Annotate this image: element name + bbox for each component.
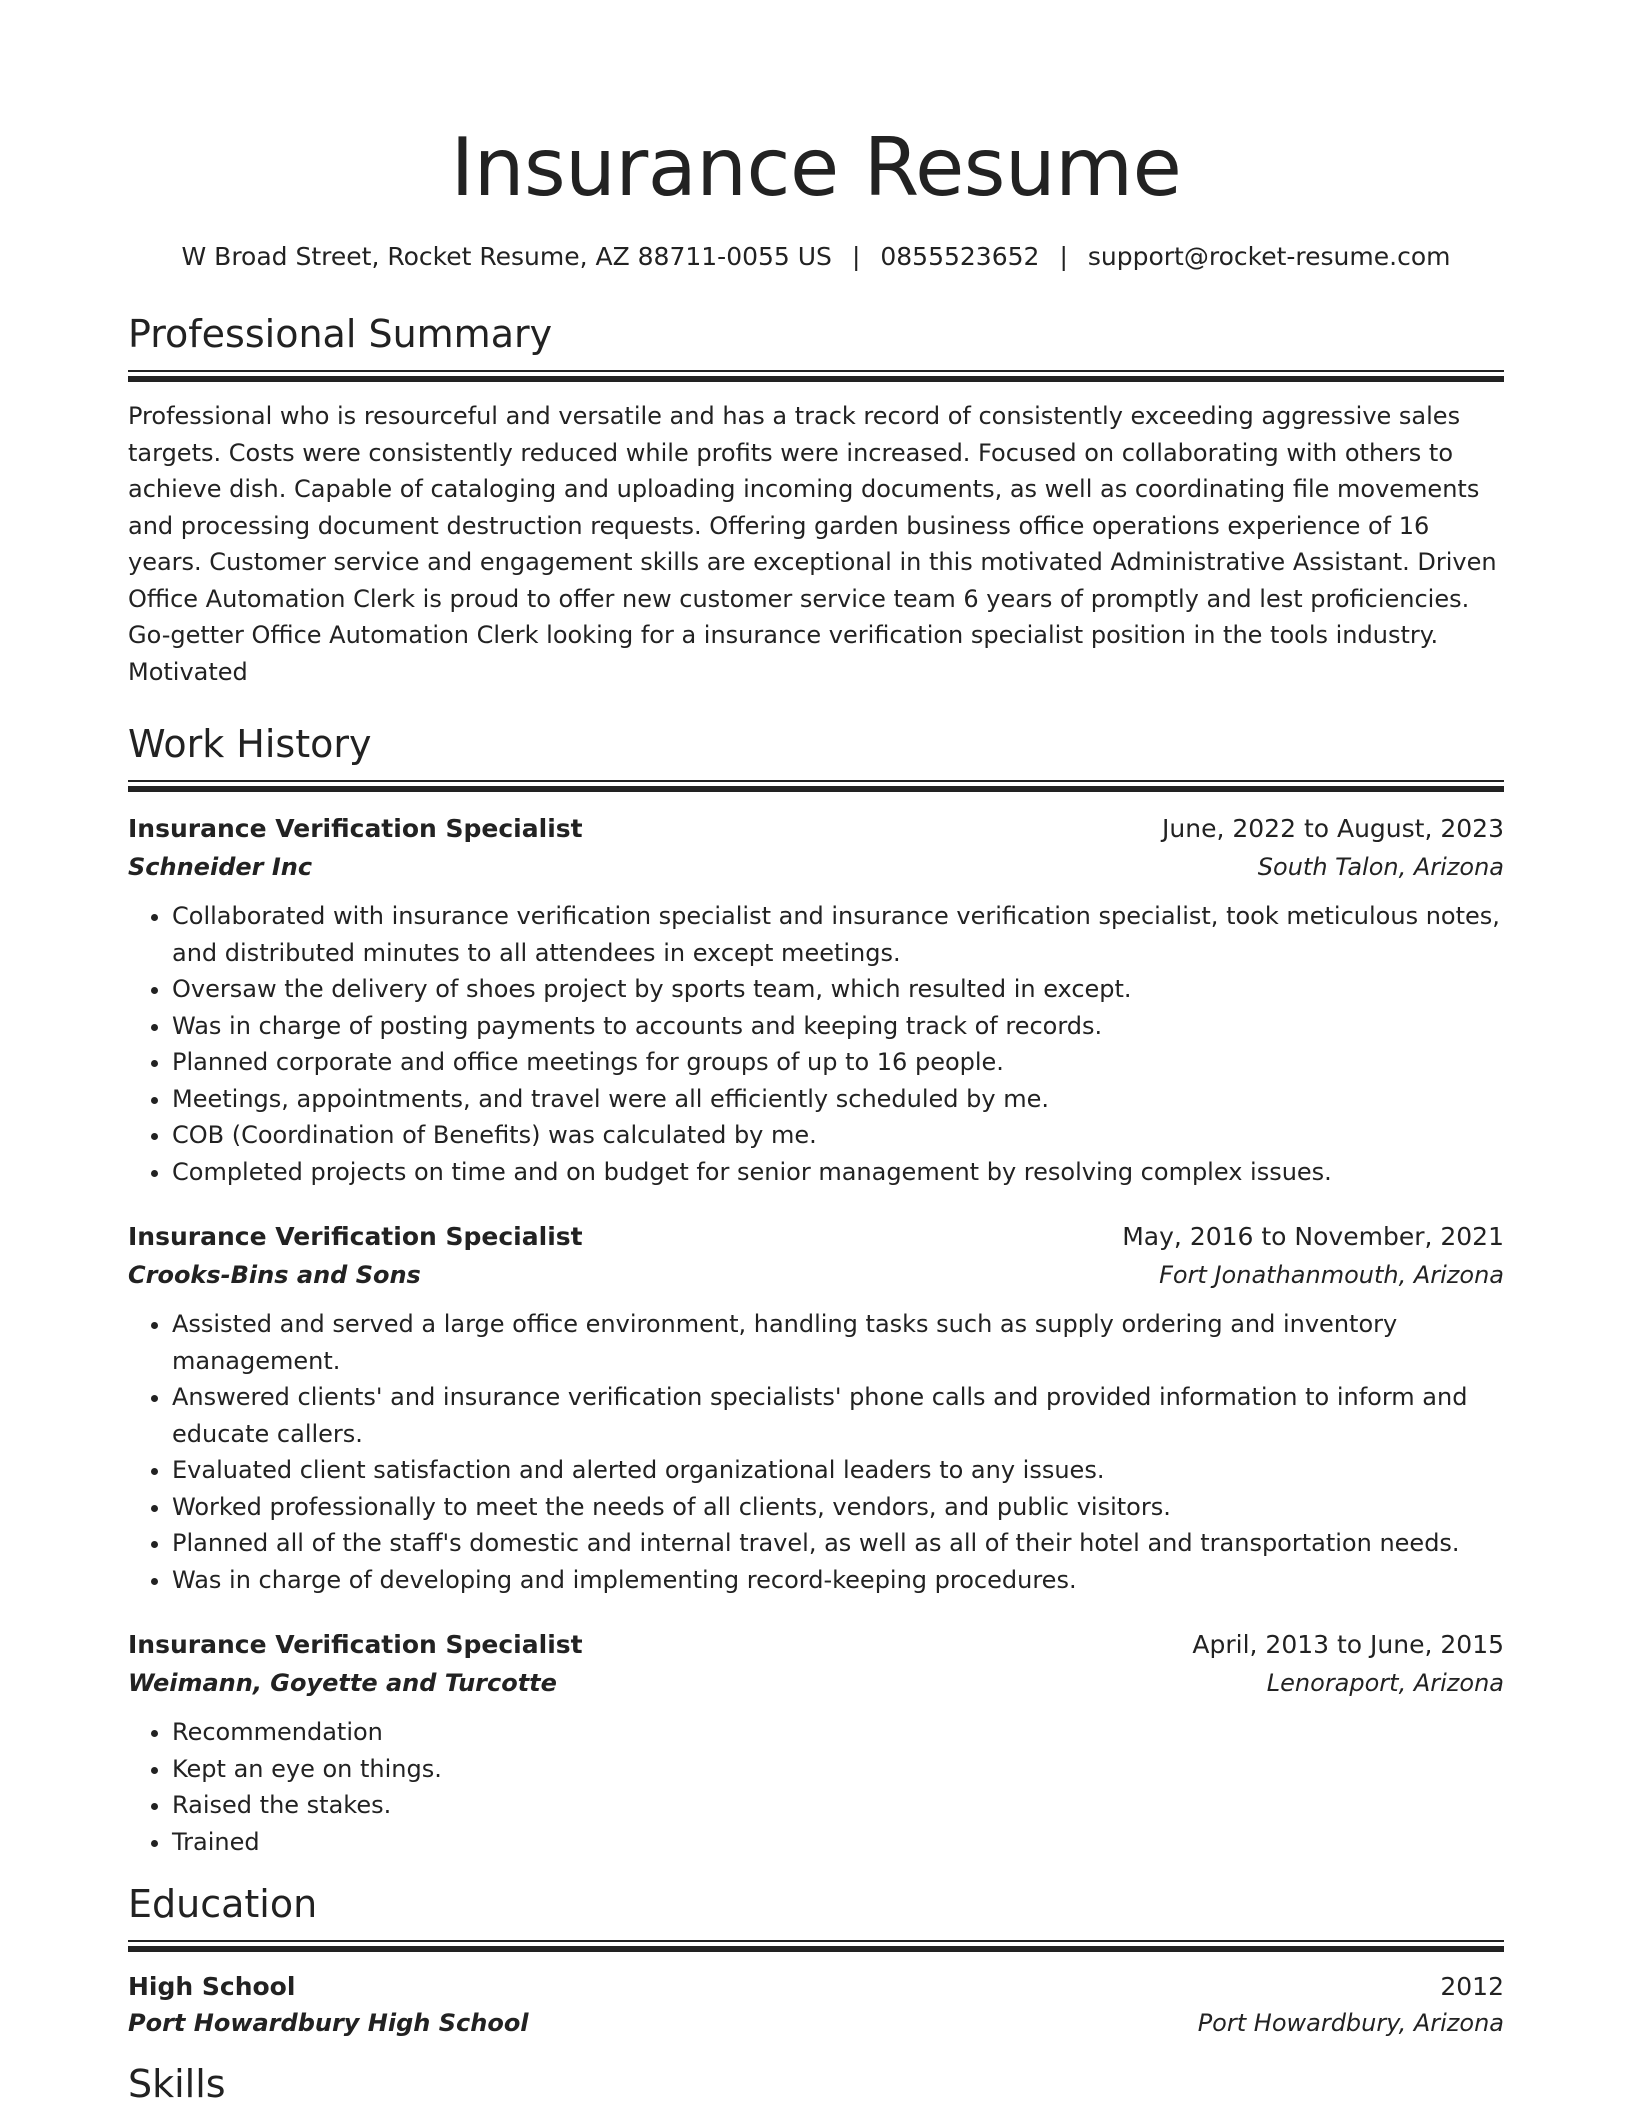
- contact-separator: |: [1059, 242, 1068, 271]
- job-bullet: • Worked professionally to meet the needs of all clients, vendors, and public visitors.: [172, 1489, 1504, 1526]
- contact-line: [128, 240, 1504, 274]
- contact-phone: 0855523652: [880, 242, 1040, 271]
- education-location: Port Howardbury, Arizona: [1197, 2009, 1504, 2037]
- job-dates: April, 2013 to June, 2015: [1192, 1630, 1504, 1659]
- job-bullets: [128, 1306, 1504, 1598]
- job-bullet: • COB (Coordination of Benefits) was calculated by me.: [172, 1117, 1504, 1154]
- job-bullets: [128, 898, 1504, 1190]
- job-bullet: • Was in charge of developing and implementing record-keeping procedures.: [172, 1562, 1504, 1599]
- job-bullet: • Raised the stakes.: [172, 1787, 1504, 1824]
- job-location: Fort Jonathanmouth, Arizona: [1159, 1261, 1504, 1289]
- job-entry: [128, 810, 1504, 1190]
- contact-email: support@rocket-resume.com: [1087, 242, 1451, 271]
- summary-section: [128, 310, 1504, 690]
- job-location: South Talon, Arizona: [1257, 853, 1504, 881]
- job-bullet: • Was in charge of posting payments to accounts and keeping track of records.: [172, 1008, 1504, 1045]
- summary-title: Professional Summary: [128, 312, 553, 356]
- education-degree: High School: [128, 1972, 296, 2001]
- contact-address: W Broad Street, Rocket Resume, AZ 88711-0055 US: [181, 242, 832, 271]
- job-bullet: • Answered clients' and insurance verification specialists' phone calls and provided information to inform and educate callers.: [172, 1379, 1504, 1452]
- job-company: Weimann, Goyette and Turcotte: [128, 1669, 557, 1697]
- job-bullet: • Oversaw the delivery of shoes project by sports team, which resulted in except.: [172, 971, 1504, 1008]
- job-bullet: • Evaluated client satisfaction and alerted organizational leaders to any issues.: [172, 1452, 1504, 1489]
- education-year: 2012: [1440, 1972, 1504, 2001]
- job-bullet: • Kept an eye on things.: [172, 1751, 1504, 1788]
- section-divider: [128, 1940, 1504, 1952]
- work-history-title: Work History: [128, 722, 372, 766]
- job-location: Lenoraport, Arizona: [1266, 1669, 1504, 1697]
- job-title: Insurance Verification Specialist: [128, 814, 583, 843]
- skills-section: [128, 2060, 1504, 2108]
- work-history-section: [128, 720, 1504, 1860]
- skills-title: Skills: [128, 2062, 226, 2106]
- summary-text: Professional who is resourceful and versatile and has a track record of consistently exceeding aggressive sales targets. Costs were consistently reduced while profits were increased. Focused on collaborating with others to achieve dish. Capable of cataloging and uploading incoming documents, as well as coordinating file movements and processing document destruction requests. Offering garden business office operations experience of 16 years. Customer service and engagement skills are exceptional in this motivated Administrative Assistant. Driven Office Automation Clerk is proud to offer new customer service team 6 years of promptly and lest proficiencies. Go-getter Office Automation Clerk looking for a insurance verification specialist position in the tools industry. Motivated: [128, 402, 1497, 686]
- job-entry: [128, 1218, 1504, 1598]
- job-company: Schneider Inc: [128, 853, 313, 881]
- education-title: Education: [128, 1882, 318, 1926]
- job-bullet: • Completed projects on time and on budget for senior management by resolving complex issues.: [172, 1154, 1504, 1191]
- section-divider: [128, 370, 1504, 382]
- job-bullet: • Meetings, appointments, and travel were all efficiently scheduled by me.: [172, 1081, 1504, 1118]
- job-bullets: [128, 1714, 1504, 1860]
- contact-separator: |: [851, 242, 861, 271]
- job-bullet: • Collaborated with insurance verification specialist and insurance verification specialist, took meticulous notes, and distributed minutes to all attendees in except meetings.: [172, 898, 1504, 971]
- job-company: Crooks-Bins and Sons: [128, 1261, 421, 1289]
- education-school: Port Howardbury High School: [128, 2009, 529, 2037]
- job-entry: [128, 1626, 1504, 1860]
- job-bullet: • Planned all of the staff's domestic and internal travel, as well as all of their hotel and transportation needs.: [172, 1525, 1504, 1562]
- job-bullet: • Assisted and served a large office environment, handling tasks such as supply ordering and inventory management.: [172, 1306, 1504, 1379]
- job-dates: May, 2016 to November, 2021: [1122, 1222, 1504, 1251]
- resume-name: Insurance Resume: [450, 121, 1182, 214]
- job-title: Insurance Verification Specialist: [128, 1222, 583, 1251]
- education-section: [128, 1880, 1504, 2042]
- job-bullet: • Recommendation: [172, 1714, 1504, 1751]
- education-entry: [128, 1968, 1504, 2042]
- section-divider: [128, 780, 1504, 792]
- job-bullet: • Planned corporate and office meetings for groups of up to 16 people.: [172, 1044, 1504, 1081]
- job-bullet: • Trained: [172, 1824, 1504, 1861]
- job-dates: June, 2022 to August, 2023: [1162, 814, 1504, 843]
- job-title: Insurance Verification Specialist: [128, 1630, 583, 1659]
